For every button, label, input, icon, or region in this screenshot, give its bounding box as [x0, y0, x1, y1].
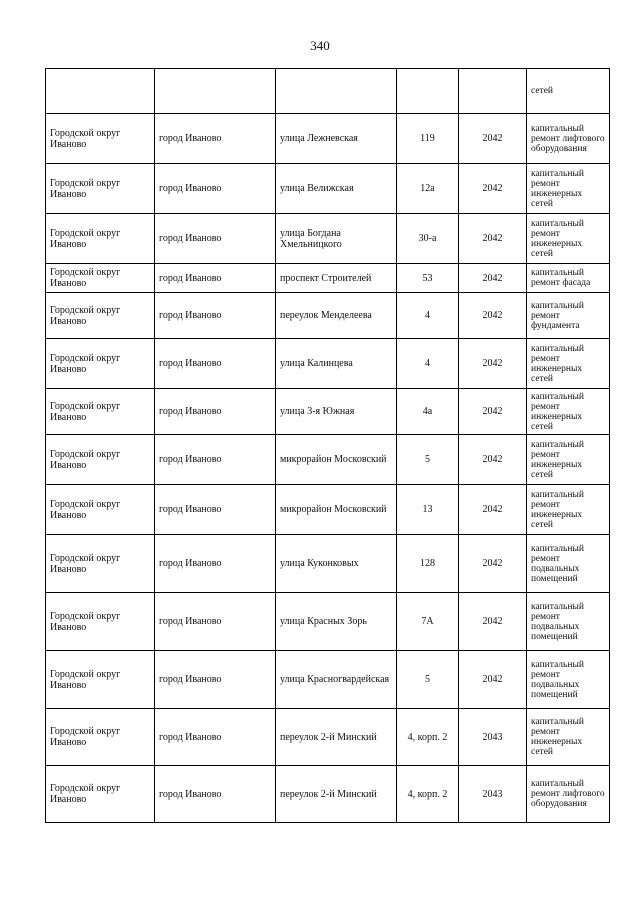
house-cell: 128 [397, 535, 459, 593]
house-cell: 5 [397, 435, 459, 485]
work-cell: капитальный ремонт инженерных сетей [527, 214, 610, 264]
street-cell: проспект Строителей [276, 264, 397, 293]
house-cell: 4 [397, 339, 459, 389]
continuation-row [46, 69, 610, 114]
settlement-cell [155, 69, 276, 114]
year-cell: 2042 [459, 114, 527, 164]
year-cell: 2042 [459, 164, 527, 214]
district-cell: Городской округ Иваново [46, 485, 155, 535]
house-cell: 4, корп. 2 [397, 766, 459, 823]
house-cell: 4а [397, 389, 459, 435]
settlement-cell: город Иваново [155, 214, 276, 264]
street-cell [276, 69, 397, 114]
settlement-cell: город Иваново [155, 389, 276, 435]
district-cell: Городской округ Иваново [46, 651, 155, 709]
street-cell: улица Богдана Хмельницкого [276, 214, 397, 264]
year-cell: 2042 [459, 293, 527, 339]
street-cell: микрорайон Московский [276, 485, 397, 535]
year-cell: 2042 [459, 214, 527, 264]
house-cell [397, 69, 459, 114]
street-cell: улица Красногвардейская [276, 651, 397, 709]
settlement-cell: город Иваново [155, 164, 276, 214]
table-row [46, 339, 610, 389]
work-cell: капитальный ремонт инженерных сетей [527, 485, 610, 535]
work-cell: капитальный ремонт лифтового оборудования [527, 766, 610, 823]
table-row [46, 535, 610, 593]
settlement-cell: город Иваново [155, 766, 276, 823]
table-row [46, 766, 610, 823]
work-cell: капитальный ремонт подвальных помещений [527, 651, 610, 709]
year-cell: 2042 [459, 651, 527, 709]
district-cell: Городской округ Иваново [46, 164, 155, 214]
page-number: 340 [310, 38, 330, 53]
repair-schedule-table [45, 68, 610, 823]
street-cell: улица Красных Зорь [276, 593, 397, 651]
settlement-cell: город Иваново [155, 593, 276, 651]
year-cell: 2042 [459, 485, 527, 535]
settlement-cell: город Иваново [155, 339, 276, 389]
work-cell: капитальный ремонт лифтового оборудования [527, 114, 610, 164]
house-cell: 5 [397, 651, 459, 709]
year-cell: 2042 [459, 389, 527, 435]
year-cell: 2042 [459, 264, 527, 293]
settlement-cell: город Иваново [155, 435, 276, 485]
year-cell: 2042 [459, 339, 527, 389]
street-cell: улица Куконковых [276, 535, 397, 593]
work-cell: капитальный ремонт инженерных сетей [527, 389, 610, 435]
district-cell: Городской округ Иваново [46, 214, 155, 264]
work-cell: капитальный ремонт инженерных сетей [527, 339, 610, 389]
street-cell: улица Калинцева [276, 339, 397, 389]
year-cell: 2042 [459, 435, 527, 485]
house-cell: 12а [397, 164, 459, 214]
house-cell: 4, корп. 2 [397, 709, 459, 766]
district-cell: Городской округ Иваново [46, 435, 155, 485]
house-cell: 30-а [397, 214, 459, 264]
street-cell: переулок Менделеева [276, 293, 397, 339]
district-cell: Городской округ Иваново [46, 389, 155, 435]
settlement-cell: город Иваново [155, 651, 276, 709]
year-cell [459, 69, 527, 114]
district-cell: Городской округ Иваново [46, 293, 155, 339]
table-row [46, 485, 610, 535]
house-cell: 119 [397, 114, 459, 164]
work-cell: капитальный ремонт фундамента [527, 293, 610, 339]
table-row [46, 164, 610, 214]
house-cell: 53 [397, 264, 459, 293]
district-cell: Городской округ Иваново [46, 593, 155, 651]
table-row [46, 651, 610, 709]
settlement-cell: город Иваново [155, 293, 276, 339]
year-cell: 2042 [459, 535, 527, 593]
table-row [46, 593, 610, 651]
work-cell: капитальный ремонт подвальных помещений [527, 593, 610, 651]
house-cell: 7А [397, 593, 459, 651]
district-cell: Городской округ Иваново [46, 339, 155, 389]
house-cell: 13 [397, 485, 459, 535]
settlement-cell: город Иваново [155, 485, 276, 535]
settlement-cell: город Иваново [155, 114, 276, 164]
table-body [46, 69, 610, 823]
district-cell: Городской округ Иваново [46, 709, 155, 766]
year-cell: 2043 [459, 709, 527, 766]
work-cell: капитальный ремонт инженерных сетей [527, 435, 610, 485]
work-cell: капитальный ремонт инженерных сетей [527, 164, 610, 214]
street-cell: микрорайон Московский [276, 435, 397, 485]
work-cell: капитальный ремонт фасада [527, 264, 610, 293]
street-cell: улица Лежневская [276, 114, 397, 164]
street-cell: улица Велижская [276, 164, 397, 214]
settlement-cell: город Иваново [155, 709, 276, 766]
work-cell: сетей [527, 69, 610, 114]
table-row [46, 114, 610, 164]
district-cell: Городской округ Иваново [46, 535, 155, 593]
table-row [46, 293, 610, 339]
year-cell: 2043 [459, 766, 527, 823]
house-cell: 4 [397, 293, 459, 339]
table-row [46, 389, 610, 435]
district-cell [46, 69, 155, 114]
street-cell: переулок 2-й Минский [276, 709, 397, 766]
table-row [46, 214, 610, 264]
work-cell: капитальный ремонт подвальных помещений [527, 535, 610, 593]
table-row [46, 264, 610, 293]
street-cell: переулок 2-й Минский [276, 766, 397, 823]
table-row [46, 435, 610, 485]
work-cell: капитальный ремонт инженерных сетей [527, 709, 610, 766]
year-cell: 2042 [459, 593, 527, 651]
settlement-cell: город Иваново [155, 264, 276, 293]
district-cell: Городской округ Иваново [46, 766, 155, 823]
settlement-cell: город Иваново [155, 535, 276, 593]
table-row [46, 709, 610, 766]
street-cell: улица 3-я Южная [276, 389, 397, 435]
district-cell: Городской округ Иваново [46, 114, 155, 164]
district-cell: Городской округ Иваново [46, 264, 155, 293]
